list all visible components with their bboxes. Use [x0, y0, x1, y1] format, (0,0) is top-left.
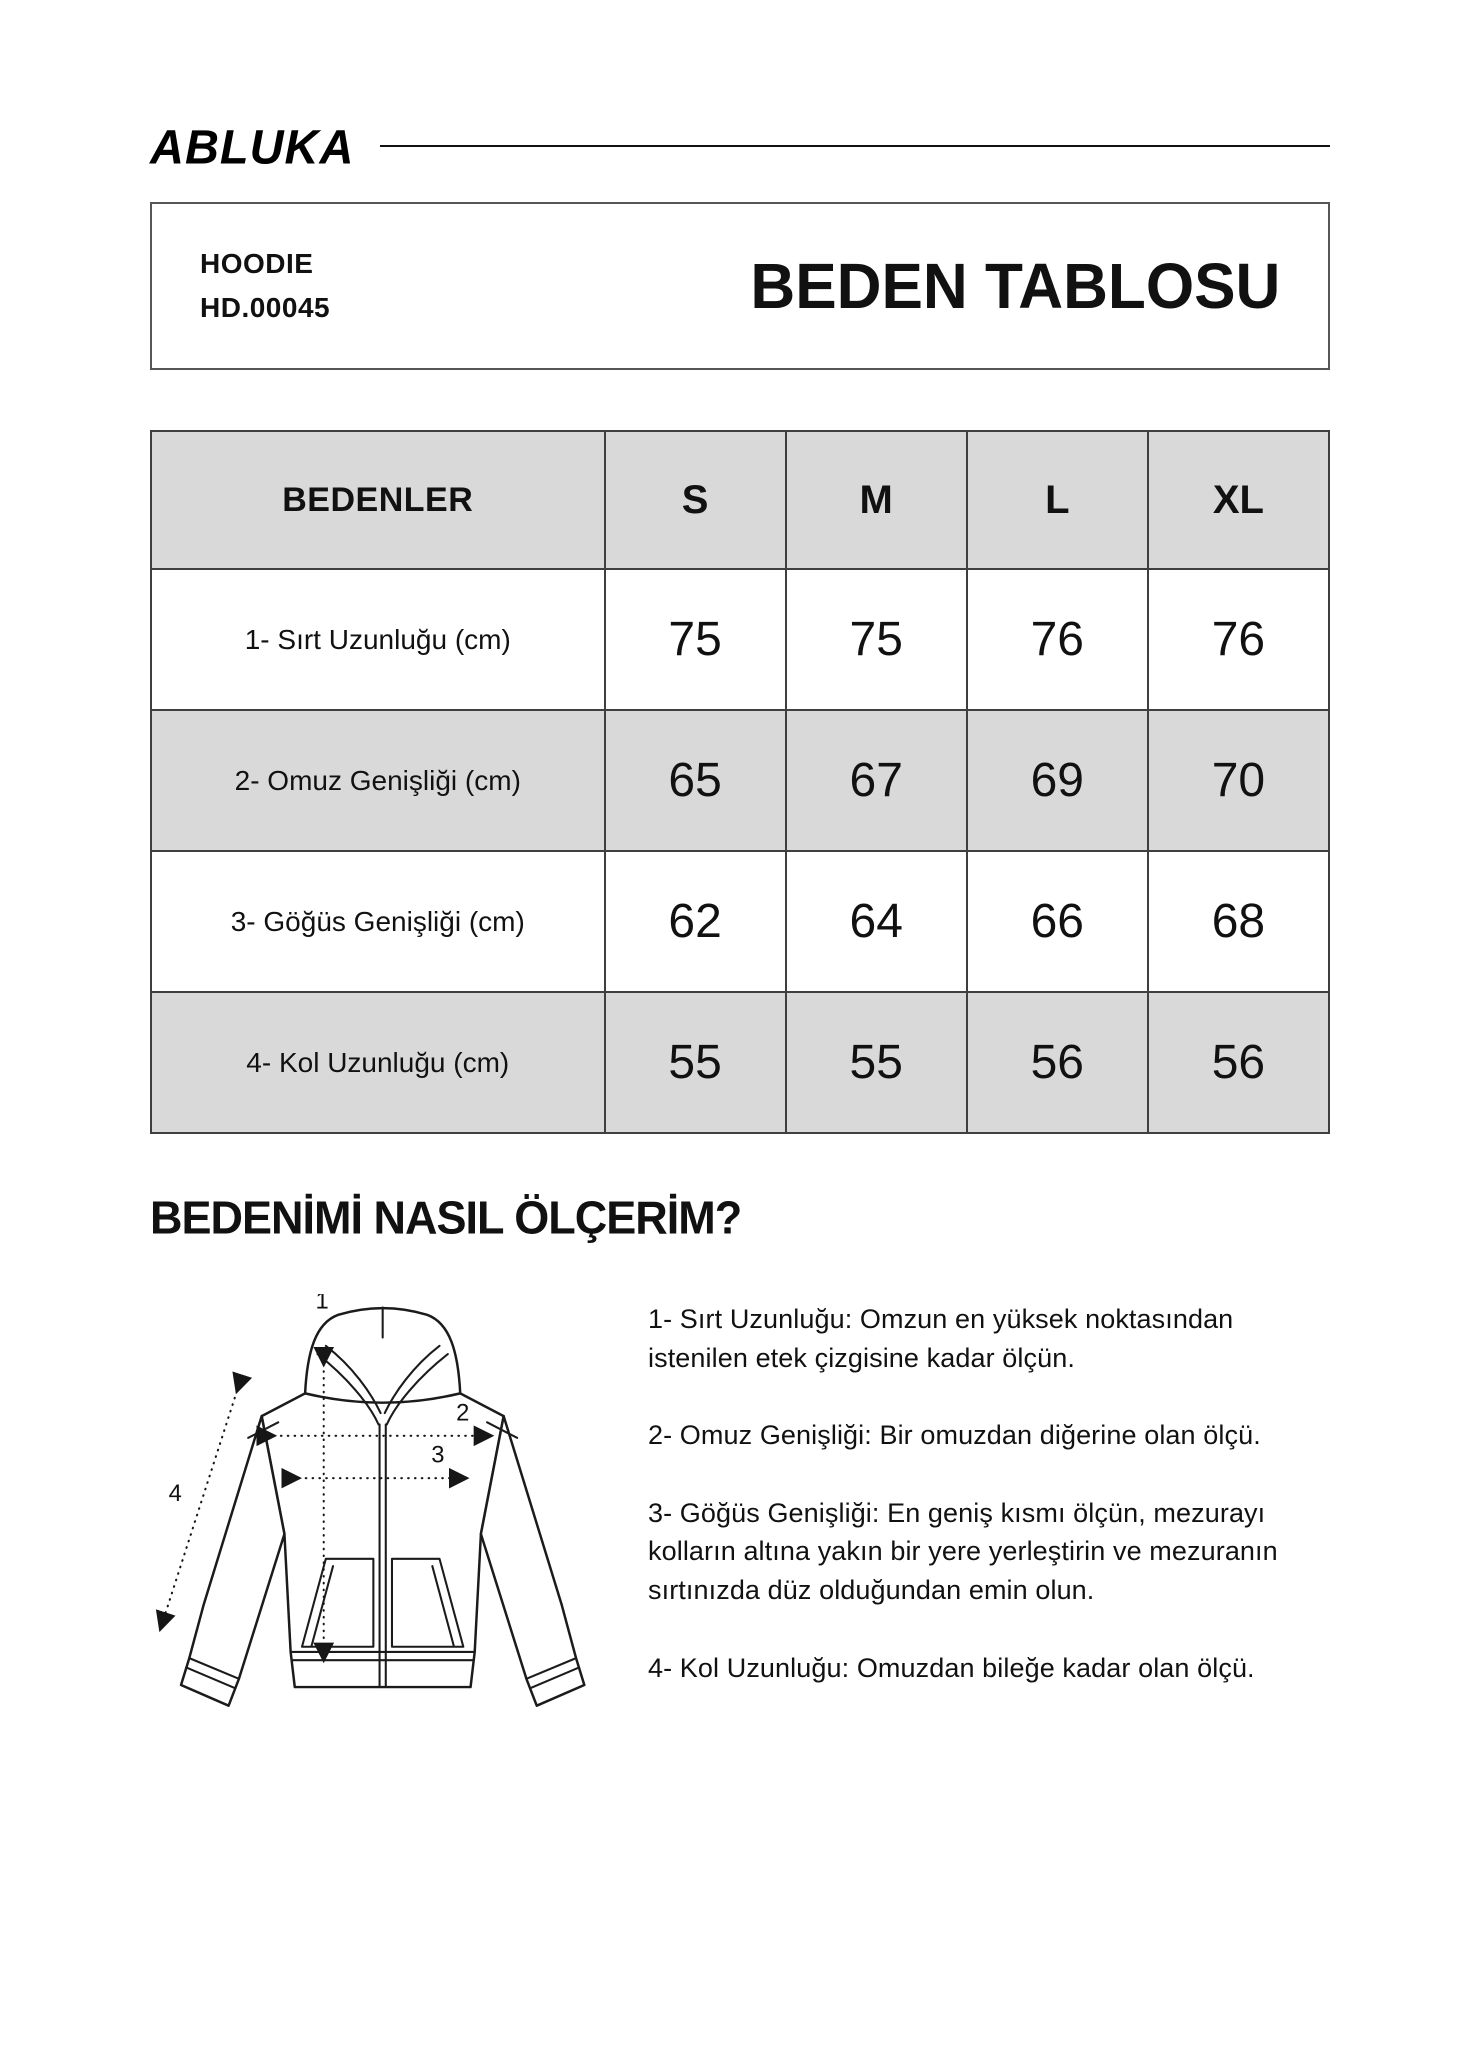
- title-box: [150, 202, 1330, 370]
- brand-header: [150, 120, 1330, 172]
- dim-label-2: 2: [456, 1399, 470, 1427]
- table-row: [151, 851, 1329, 992]
- value-cell: 76: [967, 569, 1148, 710]
- value-cell: 55: [605, 992, 786, 1133]
- value-cell: 56: [967, 992, 1148, 1133]
- size-table-header-row: [151, 431, 1329, 569]
- column-header-m: M: [786, 431, 967, 569]
- product-name: HOODIE: [200, 248, 314, 279]
- product-info: [200, 250, 330, 322]
- dim-label-3: 3: [431, 1441, 445, 1469]
- table-row: [151, 992, 1329, 1133]
- brand-logo: ABLUKA: [150, 118, 355, 174]
- value-cell: 68: [1148, 851, 1329, 992]
- hoodie-diagram-svg: [150, 1294, 605, 1712]
- measure-section-heading: BEDENİMİ NASIL ÖLÇERİM?: [150, 1190, 742, 1244]
- value-cell: 70: [1148, 710, 1329, 851]
- instruction-back-length: 1- Sırt Uzunluğu: Omzun en yüksek noktasından istenilen etek çizgisine kadar ölçün.: [648, 1304, 1234, 1373]
- logo-divider-line: [380, 145, 1330, 147]
- table-row: [151, 710, 1329, 851]
- row-label-back-length: 1- Sırt Uzunluğu (cm): [151, 569, 605, 710]
- dim-label-1: 1: [315, 1294, 329, 1315]
- instruction-chest-width: 3- Göğüs Genişliği: En geniş kısmı ölçün, mezurayı kolların altına yakın bir yere yerleştirin ve mezuranın sırtınızda düz olduğundan emin olun.: [648, 1497, 1278, 1606]
- column-header-bedenler: BEDENLER: [151, 431, 605, 569]
- value-cell: 56: [1148, 992, 1329, 1133]
- value-cell: 75: [786, 569, 967, 710]
- value-cell: 75: [605, 569, 786, 710]
- measure-instructions: [610, 1294, 1330, 1726]
- hoodie-measurement-diagram: [150, 1294, 610, 1717]
- instruction-sleeve-length: 4- Kol Uzunluğu: Omuzdan bileğe kadar olan ölçü.: [648, 1652, 1255, 1683]
- instruction-shoulder-width: 2- Omuz Genişliği: Bir omuzdan diğerine olan ölçü.: [648, 1420, 1261, 1451]
- measure-section: [150, 1294, 1330, 1726]
- page-title: BEDEN TABLOSU: [750, 250, 1280, 322]
- hoodie-body-outline: [262, 1387, 504, 1687]
- value-cell: 67: [786, 710, 967, 851]
- page-content: [150, 120, 1330, 1726]
- value-cell: 65: [605, 710, 786, 851]
- value-cell: 66: [967, 851, 1148, 992]
- sleeve-right: [481, 1416, 584, 1706]
- dim-label-4: 4: [168, 1479, 182, 1507]
- value-cell: 69: [967, 710, 1148, 851]
- row-label-shoulder-width: 2- Omuz Genişliği (cm): [151, 710, 605, 851]
- value-cell: 62: [605, 851, 786, 992]
- column-header-l: L: [967, 431, 1148, 569]
- row-label-chest-width: 3- Göğüs Genişliği (cm): [151, 851, 605, 992]
- value-cell: 76: [1148, 569, 1329, 710]
- value-cell: 64: [786, 851, 967, 992]
- column-header-s: S: [605, 431, 786, 569]
- sleeve-left: [181, 1416, 284, 1706]
- value-cell: 55: [786, 992, 967, 1133]
- column-header-xl: XL: [1148, 431, 1329, 569]
- row-label-sleeve-length: 4- Kol Uzunluğu (cm): [151, 992, 605, 1133]
- table-row: [151, 569, 1329, 710]
- product-code: HD.00045: [200, 292, 331, 323]
- size-table: [150, 430, 1330, 1134]
